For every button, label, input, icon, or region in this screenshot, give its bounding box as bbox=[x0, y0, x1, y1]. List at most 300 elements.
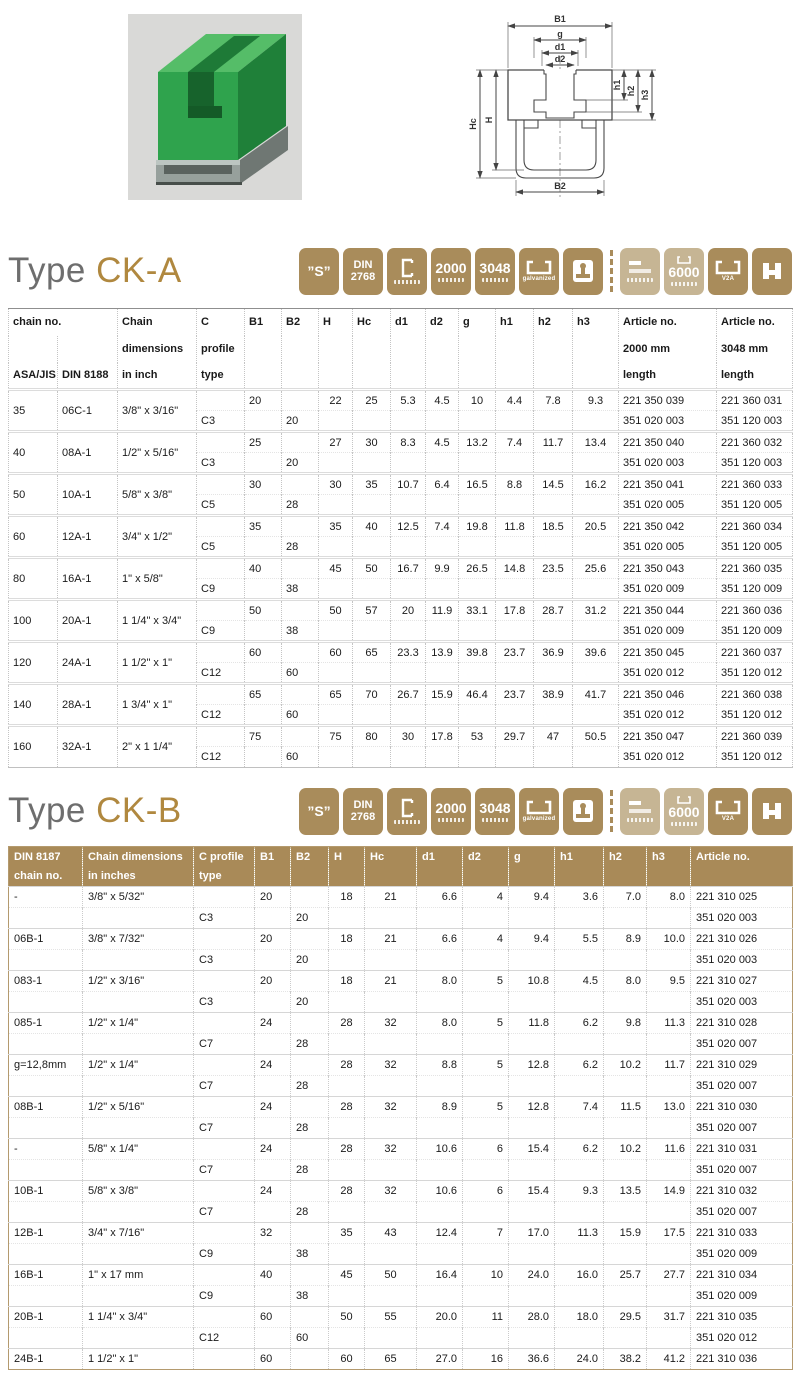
cell-dimensions: 3/8" x 7/32" bbox=[83, 929, 194, 950]
cell-empty bbox=[255, 1244, 291, 1265]
cell-empty bbox=[197, 516, 245, 537]
cell-g: 10 bbox=[459, 390, 496, 411]
cell-h2: 15.9 bbox=[604, 1223, 647, 1244]
cell-d2: 6 bbox=[463, 1181, 509, 1202]
cell-g: 10.8 bbox=[509, 971, 555, 992]
cell-empty bbox=[9, 1118, 83, 1139]
cell-dimensions: 1" x 5/8" bbox=[118, 558, 197, 600]
header-type: type bbox=[197, 363, 245, 390]
cell-empty bbox=[291, 1013, 329, 1034]
badge-fineprint bbox=[438, 278, 464, 282]
cell-empty bbox=[365, 950, 417, 971]
cell-empty bbox=[194, 1013, 255, 1034]
cell-empty bbox=[463, 1202, 509, 1223]
table-row bbox=[9, 516, 793, 537]
cell-hc: 21 bbox=[365, 929, 417, 950]
cell-empty bbox=[291, 1265, 329, 1286]
cell-dimensions: 3/8" x 3/16" bbox=[118, 390, 197, 432]
badge-fineprint bbox=[394, 280, 420, 284]
cell-dimensions: 5/8" x 3/8" bbox=[83, 1181, 194, 1202]
cell-empty bbox=[417, 1286, 463, 1307]
cell-article: 351 020 012 bbox=[691, 1328, 793, 1349]
cell-article-2000: 221 350 044 bbox=[619, 600, 717, 621]
cell-b1: 24 bbox=[255, 1139, 291, 1160]
cell-h: 28 bbox=[329, 1097, 365, 1118]
cell-empty bbox=[604, 950, 647, 971]
cell-b2: 28 bbox=[291, 1034, 329, 1055]
cell-empty bbox=[353, 579, 391, 600]
cell-d2: 4.5 bbox=[426, 390, 459, 411]
cell-b1: 20 bbox=[255, 929, 291, 950]
cell-h: 50 bbox=[329, 1307, 365, 1328]
cell-article-2000: 351 020 009 bbox=[619, 579, 717, 600]
cell-d1: 23.3 bbox=[391, 642, 426, 663]
cell-profile-type: C3 bbox=[194, 908, 255, 929]
title-name: CK-B bbox=[96, 791, 182, 830]
cell-empty bbox=[426, 453, 459, 474]
table-row bbox=[9, 1013, 793, 1034]
cell-empty bbox=[496, 579, 534, 600]
header-din-8188: DIN 8188 bbox=[58, 363, 118, 390]
cell-empty bbox=[391, 411, 426, 432]
technical-drawing bbox=[450, 0, 670, 206]
cell-empty bbox=[647, 950, 691, 971]
badge-label: DIN bbox=[353, 798, 373, 811]
cell-article-2000: 221 350 040 bbox=[619, 432, 717, 453]
cell-dimensions: 1" x 17 mm bbox=[83, 1265, 194, 1286]
cell-empty bbox=[291, 1055, 329, 1076]
cell-article: 221 310 025 bbox=[691, 887, 793, 908]
header-article-len-2000: 2000 mm bbox=[619, 336, 717, 363]
cell-hc: 32 bbox=[365, 1013, 417, 1034]
cell-empty bbox=[291, 971, 329, 992]
cell-empty bbox=[426, 705, 459, 726]
cell-empty bbox=[83, 1034, 194, 1055]
cell-article-3048: 351 120 009 bbox=[717, 621, 793, 642]
cell-empty bbox=[496, 621, 534, 642]
cell-article-2000: 221 350 047 bbox=[619, 726, 717, 747]
table-row bbox=[9, 390, 793, 411]
cell-empty bbox=[647, 1244, 691, 1265]
cell-h1: 14.8 bbox=[496, 558, 534, 579]
cell-d1: 8.3 bbox=[391, 432, 426, 453]
cell-empty bbox=[319, 663, 353, 684]
cell-article-3048: 221 360 038 bbox=[717, 684, 793, 705]
cell-empty bbox=[534, 579, 573, 600]
cell-empty bbox=[391, 747, 426, 768]
cell-article-3048: 351 120 005 bbox=[717, 495, 793, 516]
cell-din: 16A-1 bbox=[58, 558, 118, 600]
cell-empty bbox=[329, 992, 365, 1013]
badge-label: ”S” bbox=[307, 802, 331, 819]
cell-h1: 18.0 bbox=[555, 1307, 604, 1328]
cell-asa: 60 bbox=[9, 516, 58, 558]
dim-label-h1: h1 bbox=[612, 79, 622, 91]
cell-empty bbox=[555, 1244, 604, 1265]
cell-hc: 57 bbox=[353, 600, 391, 621]
cell-din: 24A-1 bbox=[58, 642, 118, 684]
cell-empty bbox=[319, 453, 353, 474]
header-dim-hc: Hc bbox=[353, 309, 391, 336]
cell-h1: 8.8 bbox=[496, 474, 534, 495]
cell-hc: 40 bbox=[353, 516, 391, 537]
cell-h: 18 bbox=[329, 971, 365, 992]
cell-h3: 11.3 bbox=[647, 1013, 691, 1034]
galvanized-badge bbox=[519, 248, 559, 295]
cell-empty bbox=[647, 1160, 691, 1181]
u-channel-icon bbox=[526, 260, 552, 275]
cell-h: 18 bbox=[329, 887, 365, 908]
cell-article-3048: 351 120 012 bbox=[717, 663, 793, 684]
cell-empty bbox=[604, 1328, 647, 1349]
cell-d2: 5 bbox=[463, 1055, 509, 1076]
galvanized-badge bbox=[519, 788, 559, 835]
header-chain-no: chain no. bbox=[9, 309, 118, 336]
cell-h2: 13.5 bbox=[604, 1181, 647, 1202]
cell-g: 11.8 bbox=[509, 1013, 555, 1034]
cell-h1: 6.2 bbox=[555, 1139, 604, 1160]
header-din-8187: DIN 8187 bbox=[9, 847, 83, 867]
header-dim-d2: d2 bbox=[426, 309, 459, 336]
cell-h3: 9.5 bbox=[647, 971, 691, 992]
cell-empty bbox=[426, 663, 459, 684]
cell-empty bbox=[463, 950, 509, 971]
header-chain-2: dimensions bbox=[118, 336, 197, 363]
header-dim-h2: h2 bbox=[534, 309, 573, 336]
cell-empty bbox=[604, 908, 647, 929]
ck-a-table bbox=[8, 308, 793, 768]
cell-b1: 24 bbox=[255, 1013, 291, 1034]
cell-article-2000: 351 020 003 bbox=[619, 453, 717, 474]
cell-d2: 13.9 bbox=[426, 642, 459, 663]
badge-label: 2768 bbox=[350, 810, 376, 823]
cell-profile-type: C7 bbox=[194, 1034, 255, 1055]
cell-h3: 25.6 bbox=[573, 558, 619, 579]
table-row bbox=[9, 929, 793, 950]
cell-din: 20A-1 bbox=[58, 600, 118, 642]
cell-empty bbox=[353, 537, 391, 558]
cell-empty bbox=[197, 474, 245, 495]
cell-empty bbox=[194, 1097, 255, 1118]
cell-asa: 120 bbox=[9, 642, 58, 684]
cell-d1: 6.6 bbox=[417, 887, 463, 908]
cell-article-3048: 351 120 005 bbox=[717, 537, 793, 558]
header-dim-h: H bbox=[319, 309, 353, 336]
cell-g: 9.4 bbox=[509, 929, 555, 950]
u-channel-icon bbox=[526, 800, 552, 815]
din-2768-badge bbox=[343, 788, 383, 835]
cell-h: 35 bbox=[329, 1223, 365, 1244]
title-name: CK-A bbox=[96, 251, 182, 290]
header-article-2000: Article no. bbox=[619, 309, 717, 336]
length-3048-badge bbox=[475, 788, 515, 835]
cell-empty bbox=[329, 1244, 365, 1265]
cell-empty bbox=[534, 537, 573, 558]
cell-empty bbox=[291, 1307, 329, 1328]
cell-article-3048: 221 360 037 bbox=[717, 642, 793, 663]
cell-d1: 12.4 bbox=[417, 1223, 463, 1244]
header-article-3048: Article no. bbox=[717, 309, 793, 336]
cell-empty bbox=[9, 950, 83, 971]
cell-empty bbox=[319, 495, 353, 516]
cell-article: 221 310 036 bbox=[691, 1349, 793, 1370]
cell-article: 221 310 030 bbox=[691, 1097, 793, 1118]
cell-empty bbox=[463, 1244, 509, 1265]
cell-hc: 55 bbox=[365, 1307, 417, 1328]
cell-din: 20B-1 bbox=[9, 1307, 83, 1328]
length-6000-badge bbox=[664, 788, 704, 835]
cell-empty bbox=[555, 1034, 604, 1055]
cell-din: 06B-1 bbox=[9, 929, 83, 950]
cell-h2: 25.7 bbox=[604, 1265, 647, 1286]
section-ck-b bbox=[0, 784, 800, 1370]
cell-b2: 28 bbox=[291, 1160, 329, 1181]
cell-h1: 4.5 bbox=[555, 971, 604, 992]
cell-empty bbox=[194, 971, 255, 992]
cell-b1: 24 bbox=[255, 1181, 291, 1202]
header-article-len-3048: 3048 mm bbox=[717, 336, 793, 363]
cell-article: 221 310 026 bbox=[691, 929, 793, 950]
badge-fineprint bbox=[482, 278, 508, 282]
cell-asa: 160 bbox=[9, 726, 58, 768]
cell-empty bbox=[365, 1244, 417, 1265]
cell-empty bbox=[197, 390, 245, 411]
cell-empty bbox=[282, 642, 319, 663]
cell-empty bbox=[573, 705, 619, 726]
cell-empty bbox=[282, 390, 319, 411]
cell-h: 28 bbox=[329, 1055, 365, 1076]
cell-profile-type: C9 bbox=[197, 621, 245, 642]
chain-insert-icon bbox=[571, 258, 595, 284]
cell-d1: 6.6 bbox=[417, 929, 463, 950]
cell-h3: 13.0 bbox=[647, 1097, 691, 1118]
cell-din: - bbox=[9, 887, 83, 908]
cell-b1: 40 bbox=[245, 558, 282, 579]
cell-h1: 5.5 bbox=[555, 929, 604, 950]
cell-h3: 11.7 bbox=[647, 1055, 691, 1076]
table-row bbox=[9, 642, 793, 663]
cell-article-2000: 221 350 043 bbox=[619, 558, 717, 579]
cell-empty bbox=[509, 908, 555, 929]
cell-empty bbox=[329, 1034, 365, 1055]
cell-empty bbox=[391, 705, 426, 726]
cell-din: 24B-1 bbox=[9, 1349, 83, 1370]
header-chain-dimensions: Chain dimensions bbox=[83, 847, 194, 867]
cell-empty bbox=[496, 705, 534, 726]
cell-h1: 6.2 bbox=[555, 1013, 604, 1034]
cell-empty bbox=[573, 453, 619, 474]
cell-empty bbox=[353, 495, 391, 516]
cell-h: 28 bbox=[329, 1139, 365, 1160]
cell-article: 221 310 029 bbox=[691, 1055, 793, 1076]
header-dim-hc: Hc bbox=[365, 847, 417, 867]
cell-article-2000: 351 020 012 bbox=[619, 747, 717, 768]
cell-empty bbox=[604, 1118, 647, 1139]
cell-empty bbox=[459, 621, 496, 642]
cell-empty bbox=[647, 1328, 691, 1349]
cell-profile-type: C9 bbox=[197, 579, 245, 600]
table-header bbox=[9, 309, 793, 390]
cell-dimensions: 3/4" x 7/16" bbox=[83, 1223, 194, 1244]
cell-din: 083-1 bbox=[9, 971, 83, 992]
table-row bbox=[9, 600, 793, 621]
cell-empty bbox=[509, 1244, 555, 1265]
cell-din: 32A-1 bbox=[58, 726, 118, 768]
section-ck-a bbox=[0, 244, 800, 768]
cell-empty bbox=[509, 1202, 555, 1223]
table-row bbox=[9, 950, 793, 971]
cell-empty bbox=[604, 1076, 647, 1097]
cell-b2: 28 bbox=[282, 495, 319, 516]
cut-lengths-badge bbox=[620, 248, 660, 295]
cell-h2: 7.0 bbox=[604, 887, 647, 908]
header-length: length bbox=[619, 363, 717, 390]
cell-empty bbox=[555, 950, 604, 971]
cell-empty bbox=[83, 1076, 194, 1097]
cell-article: 221 310 035 bbox=[691, 1307, 793, 1328]
badge-label: 2768 bbox=[350, 270, 376, 283]
header-dim-d2: d2 bbox=[463, 847, 509, 867]
cell-empty bbox=[255, 1160, 291, 1181]
cell-empty bbox=[509, 1034, 555, 1055]
cell-h3: 31.7 bbox=[647, 1307, 691, 1328]
cell-profile-type: C12 bbox=[197, 705, 245, 726]
cell-article: 221 310 033 bbox=[691, 1223, 793, 1244]
cell-empty bbox=[459, 411, 496, 432]
cell-hc: 70 bbox=[353, 684, 391, 705]
cell-empty bbox=[353, 411, 391, 432]
ck-b-table bbox=[8, 846, 793, 1370]
cell-empty bbox=[245, 705, 282, 726]
cell-empty bbox=[353, 663, 391, 684]
cell-g: 53 bbox=[459, 726, 496, 747]
cell-b1: 35 bbox=[245, 516, 282, 537]
cut-lengths-icon bbox=[627, 800, 653, 816]
cell-d1: 8.8 bbox=[417, 1055, 463, 1076]
cell-d2: 4 bbox=[463, 929, 509, 950]
cell-profile-type: C7 bbox=[194, 1160, 255, 1181]
cell-empty bbox=[353, 705, 391, 726]
header-dim-g: g bbox=[509, 847, 555, 867]
cell-h3: 20.5 bbox=[573, 516, 619, 537]
cell-empty bbox=[365, 1202, 417, 1223]
cell-empty bbox=[391, 579, 426, 600]
cell-d1: 30 bbox=[391, 726, 426, 747]
table-row bbox=[9, 1034, 793, 1055]
cell-article: 351 020 003 bbox=[691, 992, 793, 1013]
cell-article: 351 020 003 bbox=[691, 908, 793, 929]
cell-article-2000: 221 350 042 bbox=[619, 516, 717, 537]
cell-empty bbox=[534, 621, 573, 642]
cell-empty bbox=[647, 908, 691, 929]
cell-article-3048: 221 360 033 bbox=[717, 474, 793, 495]
cell-din: 08B-1 bbox=[9, 1097, 83, 1118]
table-row bbox=[9, 887, 793, 908]
cell-empty bbox=[282, 600, 319, 621]
cell-article-2000: 221 350 041 bbox=[619, 474, 717, 495]
cell-d2: 5 bbox=[463, 971, 509, 992]
cell-empty bbox=[319, 537, 353, 558]
cell-article-3048: 351 120 003 bbox=[717, 411, 793, 432]
cell-empty bbox=[319, 579, 353, 600]
cell-empty bbox=[329, 1118, 365, 1139]
cell-empty bbox=[573, 663, 619, 684]
cell-b1: 40 bbox=[255, 1265, 291, 1286]
cell-article: 351 020 007 bbox=[691, 1034, 793, 1055]
cell-empty bbox=[9, 1202, 83, 1223]
length-3048-badge bbox=[475, 248, 515, 295]
cell-empty bbox=[417, 1034, 463, 1055]
badge-label: DIN bbox=[353, 258, 373, 271]
cell-h1: 24.0 bbox=[555, 1349, 604, 1370]
cell-hc: 80 bbox=[353, 726, 391, 747]
cell-d1: 16.4 bbox=[417, 1265, 463, 1286]
profile-cross-section-badge bbox=[752, 248, 792, 295]
cell-b2: 60 bbox=[291, 1328, 329, 1349]
cell-empty bbox=[426, 411, 459, 432]
cell-b1: 20 bbox=[255, 971, 291, 992]
cell-g: 36.6 bbox=[509, 1349, 555, 1370]
cell-empty bbox=[417, 1244, 463, 1265]
header-c-profile-2: profile bbox=[197, 336, 245, 363]
table-row bbox=[9, 1202, 793, 1223]
cell-profile-type: C3 bbox=[197, 411, 245, 432]
table-row bbox=[9, 1286, 793, 1307]
badge-sublabel: V2A bbox=[721, 816, 735, 822]
cell-b2: 20 bbox=[291, 992, 329, 1013]
cell-empty bbox=[509, 1076, 555, 1097]
table-row bbox=[9, 1076, 793, 1097]
cell-d2: 10 bbox=[463, 1265, 509, 1286]
cell-empty bbox=[417, 908, 463, 929]
cell-b2: 60 bbox=[282, 705, 319, 726]
dim-label-hc: Hc bbox=[468, 118, 478, 130]
cell-empty bbox=[496, 537, 534, 558]
cell-dimensions: 5/8" x 3/8" bbox=[118, 474, 197, 516]
header-dim-d1: d1 bbox=[391, 309, 426, 336]
dim-label-d2: d2 bbox=[554, 54, 566, 64]
cell-h1: 11.3 bbox=[555, 1223, 604, 1244]
cell-empty bbox=[319, 411, 353, 432]
cell-empty bbox=[509, 950, 555, 971]
cell-hc: 43 bbox=[365, 1223, 417, 1244]
table-row bbox=[9, 1055, 793, 1076]
cell-empty bbox=[282, 432, 319, 453]
cell-empty bbox=[534, 453, 573, 474]
badge-fineprint bbox=[671, 822, 697, 826]
cell-h3: 9.3 bbox=[573, 390, 619, 411]
header-asa-jis: ASA/JIS bbox=[9, 363, 58, 390]
cell-profile-type: C12 bbox=[197, 663, 245, 684]
cell-empty bbox=[255, 950, 291, 971]
header-dim-g: g bbox=[459, 309, 496, 336]
cell-empty bbox=[573, 747, 619, 768]
header-in-inches: in inches bbox=[83, 867, 194, 887]
length-2000-badge bbox=[431, 248, 471, 295]
cell-g: 24.0 bbox=[509, 1265, 555, 1286]
cell-d1: 10.6 bbox=[417, 1181, 463, 1202]
cell-hc: 25 bbox=[353, 390, 391, 411]
table-row bbox=[9, 1223, 793, 1244]
cell-hc: 50 bbox=[353, 558, 391, 579]
cell-hc: 65 bbox=[353, 642, 391, 663]
cell-empty bbox=[463, 1076, 509, 1097]
dim-label-h3: h3 bbox=[640, 89, 650, 101]
cell-empty bbox=[9, 1244, 83, 1265]
cell-empty bbox=[365, 1328, 417, 1349]
cell-din: 085-1 bbox=[9, 1013, 83, 1034]
cell-b2: 60 bbox=[282, 663, 319, 684]
